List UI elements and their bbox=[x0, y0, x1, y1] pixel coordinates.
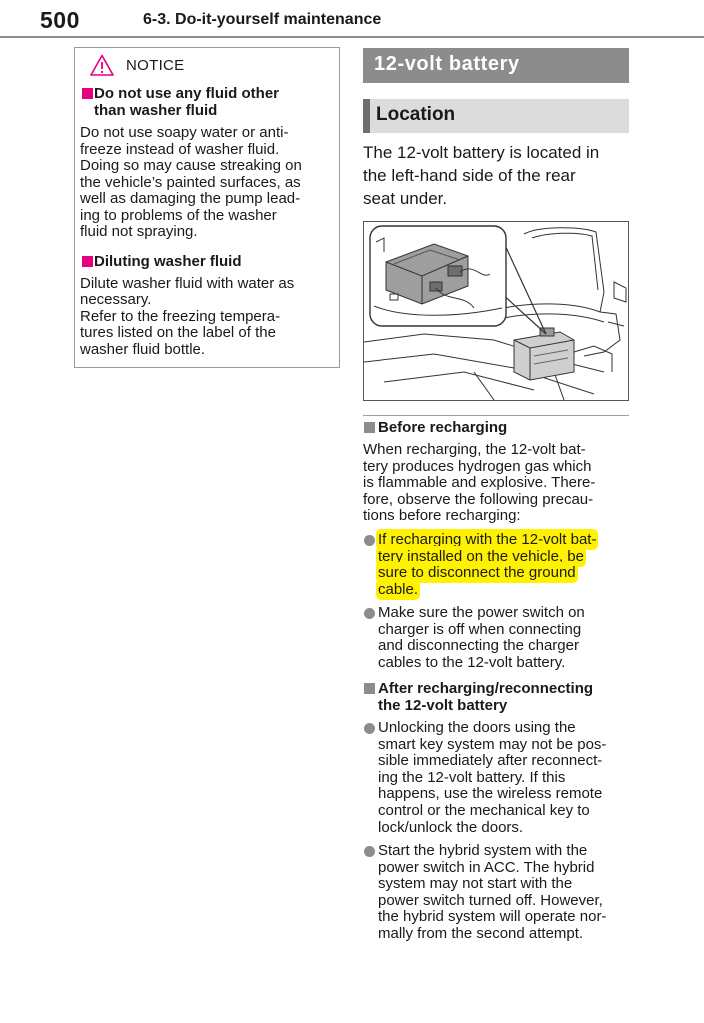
text-line: fore, observe the following precau- bbox=[363, 490, 594, 508]
text-line: tions before recharging: bbox=[363, 507, 521, 525]
text-line: Refer to the freezing tempera- bbox=[80, 307, 281, 325]
text-line: the vehicle’s painted surfaces, as bbox=[80, 173, 301, 191]
text-line: freeze instead of washer fluid. bbox=[80, 140, 280, 158]
gray-square-icon bbox=[364, 683, 375, 694]
text-line: is flammable and explosive. There- bbox=[363, 474, 596, 492]
text-line: and disconnecting the charger bbox=[378, 637, 579, 655]
notice-header bbox=[75, 48, 339, 81]
highlighted-line: sure to disconnect the ground bbox=[378, 564, 576, 582]
text-line: ing the 12-volt battery. If this bbox=[378, 768, 566, 786]
bullet-dot-icon bbox=[364, 608, 375, 619]
text-line: control or the mechanical key to bbox=[378, 801, 590, 819]
page-number: 500 bbox=[40, 7, 80, 33]
text-line: tery produces hydrogen gas which bbox=[363, 457, 592, 475]
bullet-item bbox=[363, 605, 631, 671]
battery-location-illustration bbox=[363, 221, 629, 401]
text-line: charger is off when connecting bbox=[378, 620, 582, 638]
highlighted-line: cable. bbox=[378, 580, 419, 598]
heading-line: than washer fluid bbox=[94, 102, 218, 119]
section-title: 6-3. Do-it-yourself maintenance bbox=[143, 11, 382, 28]
text-line: When recharging, the 12-volt bat- bbox=[363, 441, 586, 458]
notice-box bbox=[74, 47, 340, 368]
notice-item-heading bbox=[80, 85, 334, 119]
text-line: well as damaging the pump lead- bbox=[80, 190, 301, 207]
section-divider bbox=[363, 415, 629, 416]
text-line: happens, use the wireless remote bbox=[378, 785, 603, 803]
subsection-bar bbox=[363, 99, 629, 133]
text-line: ing to problems of the washer bbox=[80, 206, 277, 224]
gray-square-icon bbox=[364, 422, 375, 433]
text-line: seat under. bbox=[363, 189, 448, 208]
heading-line: After recharging/reconnecting bbox=[378, 680, 594, 697]
text-line: the hybrid system will operate nor- bbox=[378, 908, 607, 926]
text-line: Doing so may cause streaking on bbox=[80, 157, 302, 174]
text-line: system may not start with the bbox=[378, 875, 573, 893]
warning-triangle-icon bbox=[90, 54, 114, 76]
notice-body bbox=[80, 81, 334, 368]
text-line: washer fluid bottle. bbox=[80, 340, 206, 358]
text-line: lock/unlock the doors. bbox=[378, 818, 524, 836]
section-heading: 12-volt battery bbox=[374, 53, 520, 75]
text-line: fluid not spraying. bbox=[80, 223, 198, 240]
text-line: smart key system may not be pos- bbox=[378, 735, 607, 753]
highlighted-line: tery installed on the vehicle, be bbox=[378, 547, 584, 565]
heading-line: the 12-volt battery bbox=[378, 697, 508, 714]
bullet-dot-icon bbox=[364, 846, 375, 857]
text-line: sible immediately after reconnect- bbox=[378, 752, 603, 770]
heading-line: Do not use any fluid other bbox=[94, 85, 280, 102]
subsection-heading: Location bbox=[376, 104, 456, 125]
text-line: The 12-volt battery is located in bbox=[363, 143, 600, 162]
bullet-item bbox=[363, 843, 631, 943]
text-line: Unlocking the doors using the bbox=[378, 719, 576, 736]
text-line: mally from the second attempt. bbox=[378, 924, 584, 942]
notice-title: NOTICE bbox=[126, 57, 185, 74]
after-recharging-heading bbox=[363, 680, 631, 714]
location-text bbox=[363, 141, 631, 210]
notice-item-text bbox=[80, 276, 334, 359]
header-rule bbox=[0, 36, 704, 38]
text-line: Do not use soapy water or anti- bbox=[80, 124, 289, 141]
notice-item-heading bbox=[80, 253, 334, 270]
heading-line: Before recharging bbox=[378, 419, 508, 436]
magenta-square-icon bbox=[82, 256, 93, 267]
text-line: tures listed on the label of the bbox=[80, 324, 276, 341]
text-line: power switch turned off. However, bbox=[378, 891, 603, 909]
highlighted-line: If recharging with the 12-volt bat- bbox=[378, 531, 597, 548]
before-recharging-text bbox=[363, 442, 631, 525]
text-line: Make sure the power switch on bbox=[378, 604, 585, 621]
magenta-square-icon bbox=[82, 88, 93, 99]
bullet-dot-icon bbox=[364, 723, 375, 734]
subsection-accent bbox=[363, 99, 370, 133]
text-line: power switch in ACC. The hybrid bbox=[378, 858, 595, 876]
text-line: Dilute washer fluid with water as bbox=[80, 274, 295, 292]
before-recharging-heading bbox=[363, 419, 631, 436]
bullet-item bbox=[363, 720, 631, 836]
text-line: necessary. bbox=[80, 291, 152, 308]
text-line: cables to the 12-volt battery. bbox=[378, 653, 566, 671]
heading-line: Diluting washer fluid bbox=[94, 252, 242, 270]
text-line: the left-hand side of the rear bbox=[363, 166, 576, 185]
bullet-dot-icon bbox=[364, 535, 375, 546]
bullet-item-highlighted bbox=[363, 532, 631, 598]
text-line: Start the hybrid system with the bbox=[378, 842, 588, 859]
battery-illustration-svg bbox=[364, 222, 628, 400]
notice-item-text bbox=[80, 125, 334, 241]
section-title-bar bbox=[363, 48, 629, 83]
